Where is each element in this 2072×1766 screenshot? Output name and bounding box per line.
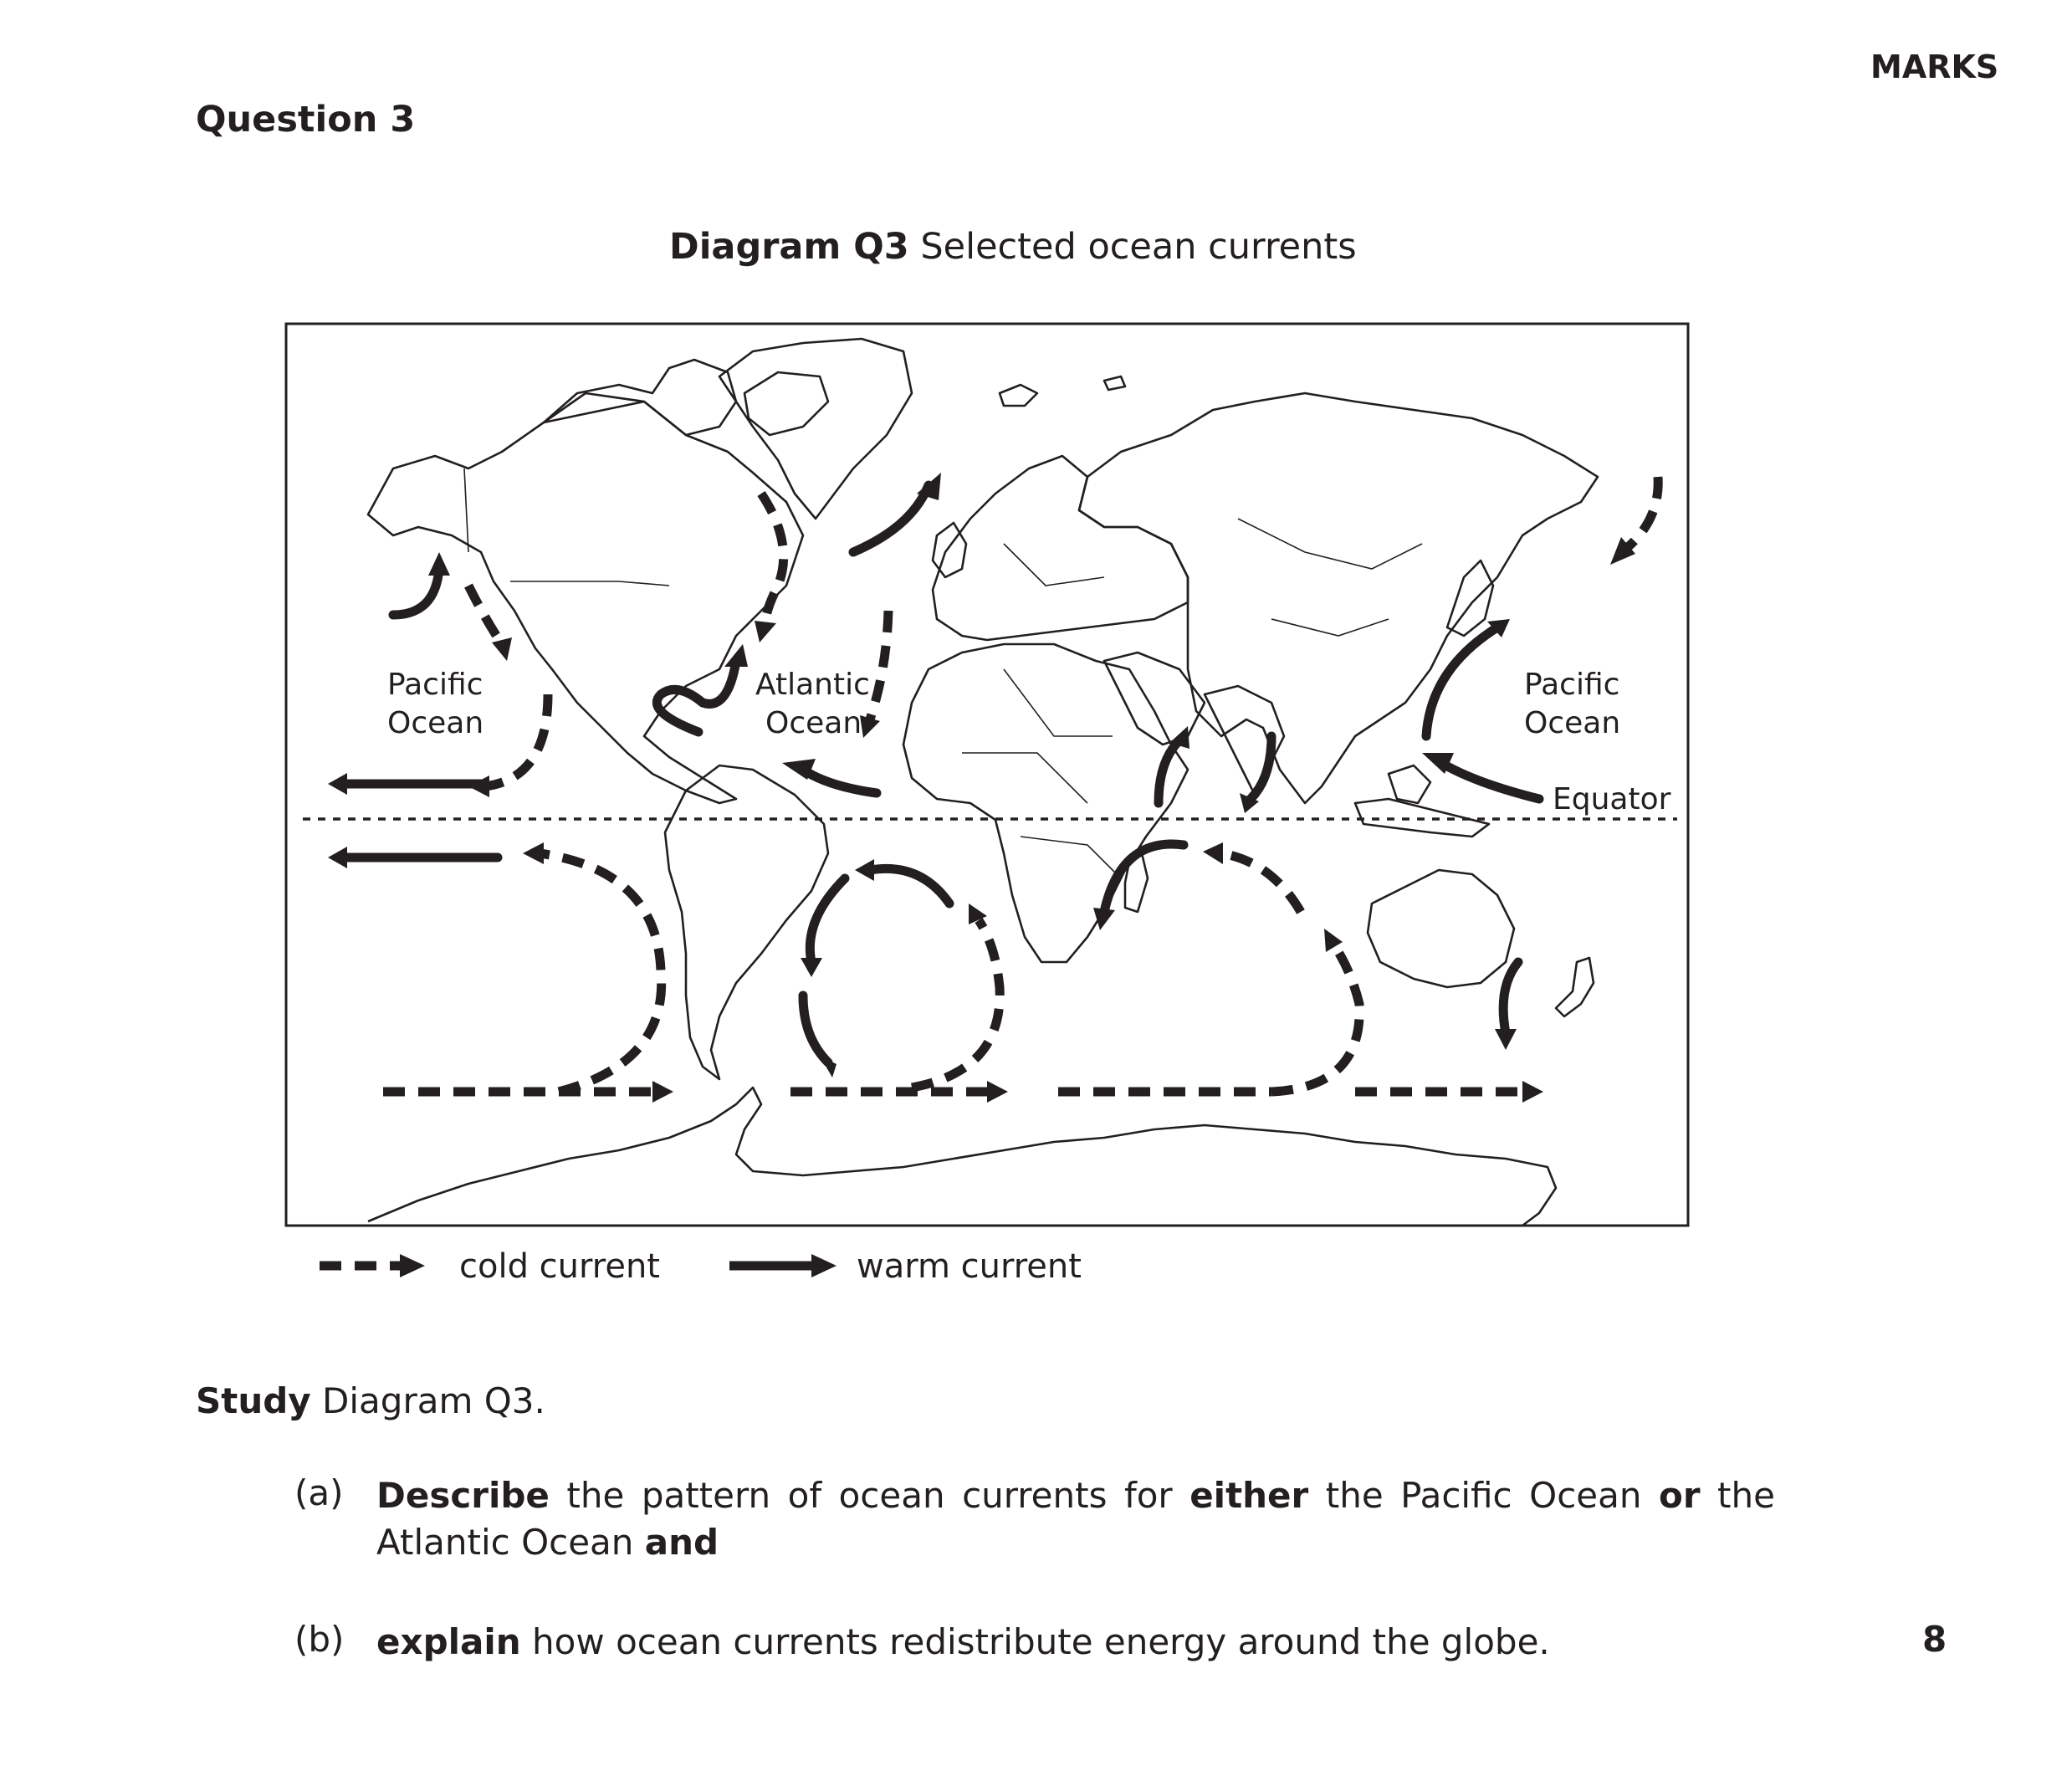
cold-current-indian-return	[1221, 853, 1301, 912]
warm-current-east-australian	[1503, 962, 1518, 1033]
question-title: Question 3	[196, 99, 416, 141]
part-a-line2-bold: and	[644, 1522, 719, 1563]
warm-current-alaska	[393, 569, 439, 615]
label-pacific-left-2: Ocean	[387, 706, 484, 740]
marks-header: MARKS	[1870, 49, 1999, 85]
cold-current-west-australian	[1271, 945, 1359, 1092]
cold-current-labrador	[761, 494, 784, 623]
label-pacific-right-2: Ocean	[1524, 706, 1621, 740]
warm-current-north-atlantic-drift	[853, 485, 929, 552]
part-a-word: either	[1189, 1475, 1309, 1516]
svalbard-outline	[1000, 385, 1037, 406]
warm-current-kuroshio	[1426, 627, 1497, 736]
part-b-text: how ocean currents redistribute energy around the globe.	[532, 1621, 1550, 1662]
diagram-caption-label: Diagram Q3	[669, 226, 909, 268]
cold-current-canary	[870, 611, 888, 719]
label-pacific-right-1: Pacific	[1524, 668, 1620, 702]
warm-current-north-equatorial-west	[1439, 761, 1539, 799]
europe-outline	[933, 456, 1188, 640]
part-a-word: Pacific	[1400, 1475, 1512, 1516]
arctic-islet	[1104, 376, 1125, 390]
part-a-word: the	[566, 1475, 625, 1516]
marks-value: 8	[1922, 1619, 1947, 1660]
label-equator: Equator	[1553, 782, 1671, 816]
part-a-word: the	[1325, 1475, 1384, 1516]
new-zealand-outline	[1556, 958, 1594, 1016]
cold-current-peru	[540, 853, 662, 1092]
part-b-question	[376, 1619, 1550, 1666]
part-a-question	[376, 1472, 1775, 1566]
part-b-letter: (b)	[294, 1619, 345, 1660]
label-atlantic-2: Ocean	[765, 706, 862, 740]
africa-outline	[903, 644, 1188, 962]
cold-current-benguela	[912, 920, 1000, 1088]
legend-warm-label: warm current	[857, 1247, 1082, 1286]
cold-currents	[383, 477, 1658, 1103]
label-pacific-left-1: Pacific	[387, 668, 483, 702]
cold-current-mexico	[485, 694, 548, 786]
study-text: Diagram Q3.	[322, 1380, 545, 1421]
part-a-word: currents	[962, 1475, 1108, 1516]
legend-warm-arrowhead	[811, 1254, 836, 1277]
warm-current-monsoon	[1251, 736, 1271, 799]
part-a-word: pattern	[641, 1475, 771, 1516]
greenland-outline	[719, 339, 912, 519]
warm-current-falklands	[803, 996, 828, 1062]
warm-current-north-equatorial-atlantic	[803, 770, 877, 793]
arctic-islands-outline	[544, 360, 736, 435]
legend	[320, 1247, 1082, 1286]
cold-current-oyashio	[1627, 477, 1658, 548]
part-a-word: of	[787, 1475, 822, 1516]
legend-cold-arrowhead	[400, 1254, 425, 1277]
warm-current-brazil	[810, 878, 845, 962]
warm-current-brazil-gyre-top	[870, 868, 949, 903]
part-a-word: for	[1123, 1475, 1173, 1516]
warm-current-agulhas	[1104, 844, 1184, 912]
diagram-caption-text: Selected ocean currents	[920, 226, 1357, 268]
part-a-line2: Atlantic Ocean	[376, 1522, 634, 1563]
warm-current-gulf-stream	[657, 661, 736, 732]
part-a-word: or	[1658, 1475, 1701, 1516]
borneo-outline	[1389, 765, 1430, 803]
part-a-word: Ocean	[1529, 1475, 1642, 1516]
part-a-letter: (a)	[294, 1472, 344, 1513]
japan-outline	[1447, 561, 1493, 636]
label-atlantic-1: Atlantic	[755, 668, 870, 702]
part-a-word: Describe	[376, 1475, 550, 1516]
study-bold: Study	[196, 1380, 311, 1421]
part-a-word: the	[1717, 1475, 1775, 1516]
study-instruction	[196, 1380, 545, 1421]
cold-current-california	[468, 586, 502, 644]
australia-outline	[1368, 870, 1514, 987]
part-b-bold: explain	[376, 1621, 521, 1662]
antarctica-outline	[368, 1088, 1556, 1226]
arctic-islands-outline-2	[744, 372, 828, 435]
south-america-outline	[665, 765, 828, 1079]
part-a-word: ocean	[838, 1475, 945, 1516]
legend-cold-label: cold current	[459, 1247, 660, 1286]
